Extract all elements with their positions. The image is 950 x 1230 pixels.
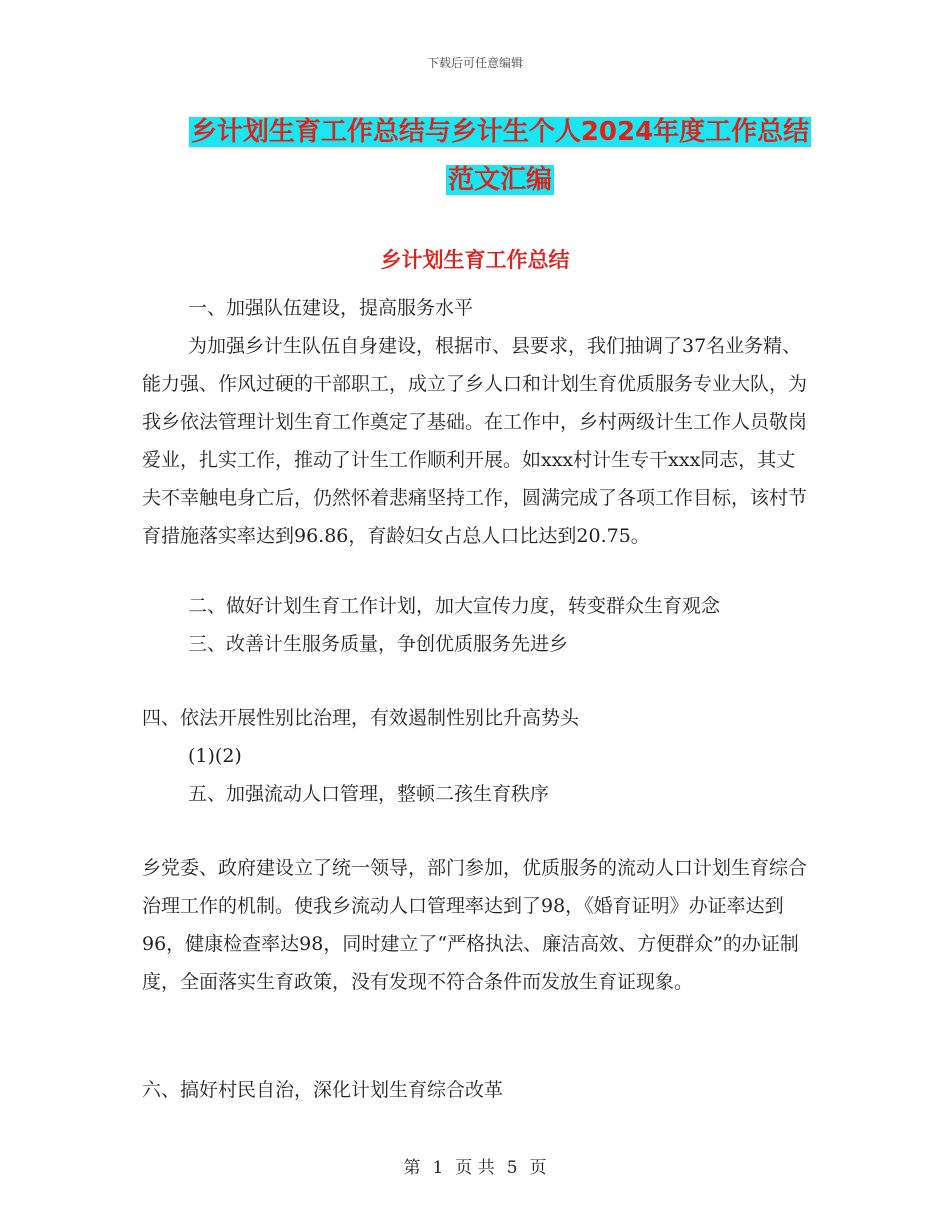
page-suffix: 页 bbox=[529, 1158, 547, 1178]
paragraph-heading-1: 一、加强队伍建设，提高服务水平 bbox=[188, 297, 474, 319]
paragraph-heading-4: 四、依法开展性别比治理，有效遏制性别比升高势头 bbox=[142, 707, 580, 729]
paragraph-heading-5: 五、加强流动人口管理，整顿二孩生育秩序 bbox=[188, 783, 550, 805]
title-line-2: 范文汇编 bbox=[447, 165, 552, 195]
page-footer bbox=[0, 1153, 950, 1178]
paragraph-body-2: 乡党委、政府建设立了统一领导，部门参加，优质服务的流动人口计划生育综合治理工作的机制。使我乡流动人口管理率达到了98，《婚育证明》办证率达到96，健康检查率达98，同时建立了“严格执法、廉洁高效、方便群众”的办证制度，全面落实生育政策，没有发现不符合条件而发放生育证现象。 bbox=[142, 857, 808, 993]
paragraph-heading-3: 三、改善计生服务质量，争创优质服务先进乡 bbox=[188, 633, 569, 655]
page-mid: 页 共 bbox=[455, 1158, 495, 1178]
paragraph-items: (1)(2) bbox=[188, 745, 242, 767]
header-note: 下载后可任意编辑 bbox=[426, 56, 523, 70]
document-title bbox=[150, 108, 850, 204]
title-line-1: 乡计划生育工作总结与乡计生个人2024年度工作总结 bbox=[190, 117, 810, 147]
page-current: 1 bbox=[432, 1158, 444, 1178]
section-title: 乡计划生育工作总结 bbox=[380, 248, 570, 272]
paragraph-heading-2: 二、做好计划生育工作计划，加大宣传力度，转变群众生育观念 bbox=[188, 595, 721, 617]
paragraph-heading-6: 六、搞好村民自治，深化计划生育综合改革 bbox=[142, 1079, 504, 1101]
page-prefix: 第 bbox=[403, 1158, 421, 1178]
page-total: 5 bbox=[506, 1158, 518, 1178]
paragraph-body-1: 为加强乡计生队伍自身建设，根据市、县要求，我们抽调了37名业务精、能力强、作风过硬的干部职工，成立了乡人口和计划生育优质服务专业大队，为我乡依法管理计划生育工作奠定了基础。在工作中，乡村两级计生工作人员敬岗爱业，扎实工作，推动了计生工作顺利开展。如xxx村计生专干xxx同志，其丈夫不幸触电身亡后，仍然怀着悲痛坚持工作，圆满完成了各项工作目标，该村节育措施落实率达到96.86，育龄妇女占总人口比达到20.75。 bbox=[142, 335, 808, 547]
